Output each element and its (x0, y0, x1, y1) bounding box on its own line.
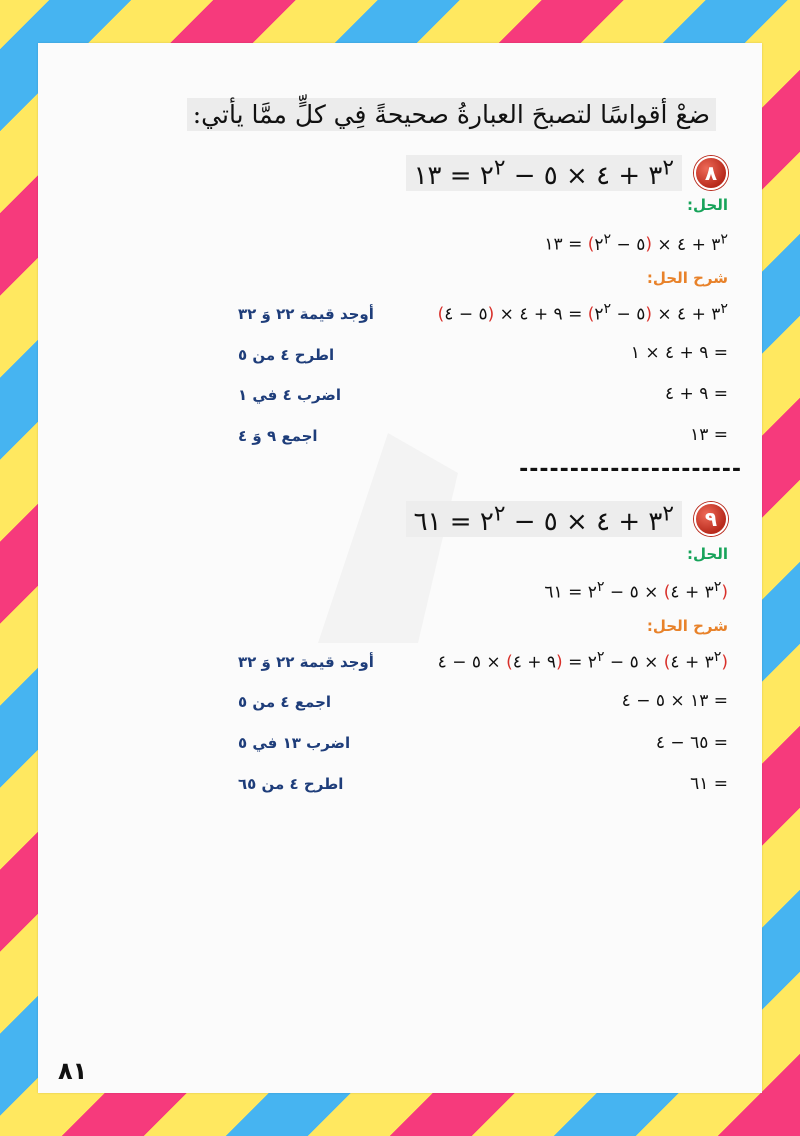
page-sheet (38, 43, 762, 1093)
problem-8-header (406, 155, 728, 191)
explanation-label: شرح الحل: (646, 617, 728, 635)
problem-8-step-1: $٣^٢$ + ٤ × (٥ − $٢^٢$) = ٩ + ٤ × (٥ − ٤) (437, 301, 728, 325)
solution-part: $٣^٢$ + ٤ × (651, 231, 728, 255)
problem-9-step-2: = ١٣ × ٥ − ٤ (621, 691, 728, 711)
solution-part: ٥ − $٢^٢$ (594, 231, 646, 255)
problem-9-step-1: ($٣^٢$ + ٤) × ٥ − $٢^٢$ = (٩ + ٤) × ٥ − ٤ (437, 649, 728, 673)
bracket-open: ( (645, 234, 652, 255)
problem-9-step-3: = ٦٥ − ٤ (655, 733, 728, 753)
problem-9-solution: ($٣^٢$ + ٤) × ٥ − $٢^٢$ = ٦١ (544, 579, 728, 603)
problem-8-step-4-note: اجمع ٩ وَ ٤ (238, 427, 318, 445)
problem-8-step-4: = ١٣ (690, 425, 728, 445)
solution-label: الحل: (687, 196, 728, 214)
problem-8-solution (544, 231, 728, 255)
problem-number-badge: ٨ (694, 156, 728, 190)
problem-9-step-3-note: اضرب ١٣ في ٥ (238, 734, 351, 752)
problem-9-step-4: = ٦١ (690, 774, 728, 794)
expr-part: $٣^٢$ + ٤ × ٥ − $٢^٢$ = ٦١ (413, 501, 674, 537)
solution-label: الحل: (687, 545, 728, 563)
explanation-label: شرح الحل: (646, 269, 728, 287)
page-number: ٨١ (58, 1057, 88, 1085)
solution-part: = ١٣ (544, 234, 588, 255)
problem-8-expression (406, 155, 682, 191)
problem-8-step-3: = ٩ + ٤ (665, 384, 728, 404)
expr-part: $٣^٢$ + ٤ × ٥ − $٢^٢$ = ١٣ (413, 155, 674, 191)
problem-8-step-2-note: اطرح ٤ من ٥ (238, 346, 335, 364)
problem-number-badge: ٩ (694, 502, 728, 536)
problem-9-header (406, 501, 728, 537)
problem-8-step-1-note: أوجد قيمة ٢٢ وَ ٣٢ (238, 305, 374, 323)
problem-9-step-1-note: أوجد قيمة ٢٢ وَ ٣٢ (238, 653, 374, 671)
section-divider: ---------------------- (519, 457, 742, 482)
bracket-close: ) (587, 234, 595, 255)
problem-8-step-2: = ٩ + ٤ × ١ (630, 343, 728, 363)
problem-9-step-4-note: اطرح ٤ من ٦٥ (238, 775, 344, 793)
problem-8-step-3-note: اضرب ٤ في ١ (238, 386, 342, 404)
problem-9-expression (406, 501, 682, 537)
problem-9-step-2-note: اجمع ٤ من ٥ (238, 693, 332, 711)
instruction-text: ضعْ أقواسًا لتصبحَ العبارةُ صحيحةً فِي كلٍّ ممَّا يأتي: (187, 98, 716, 131)
